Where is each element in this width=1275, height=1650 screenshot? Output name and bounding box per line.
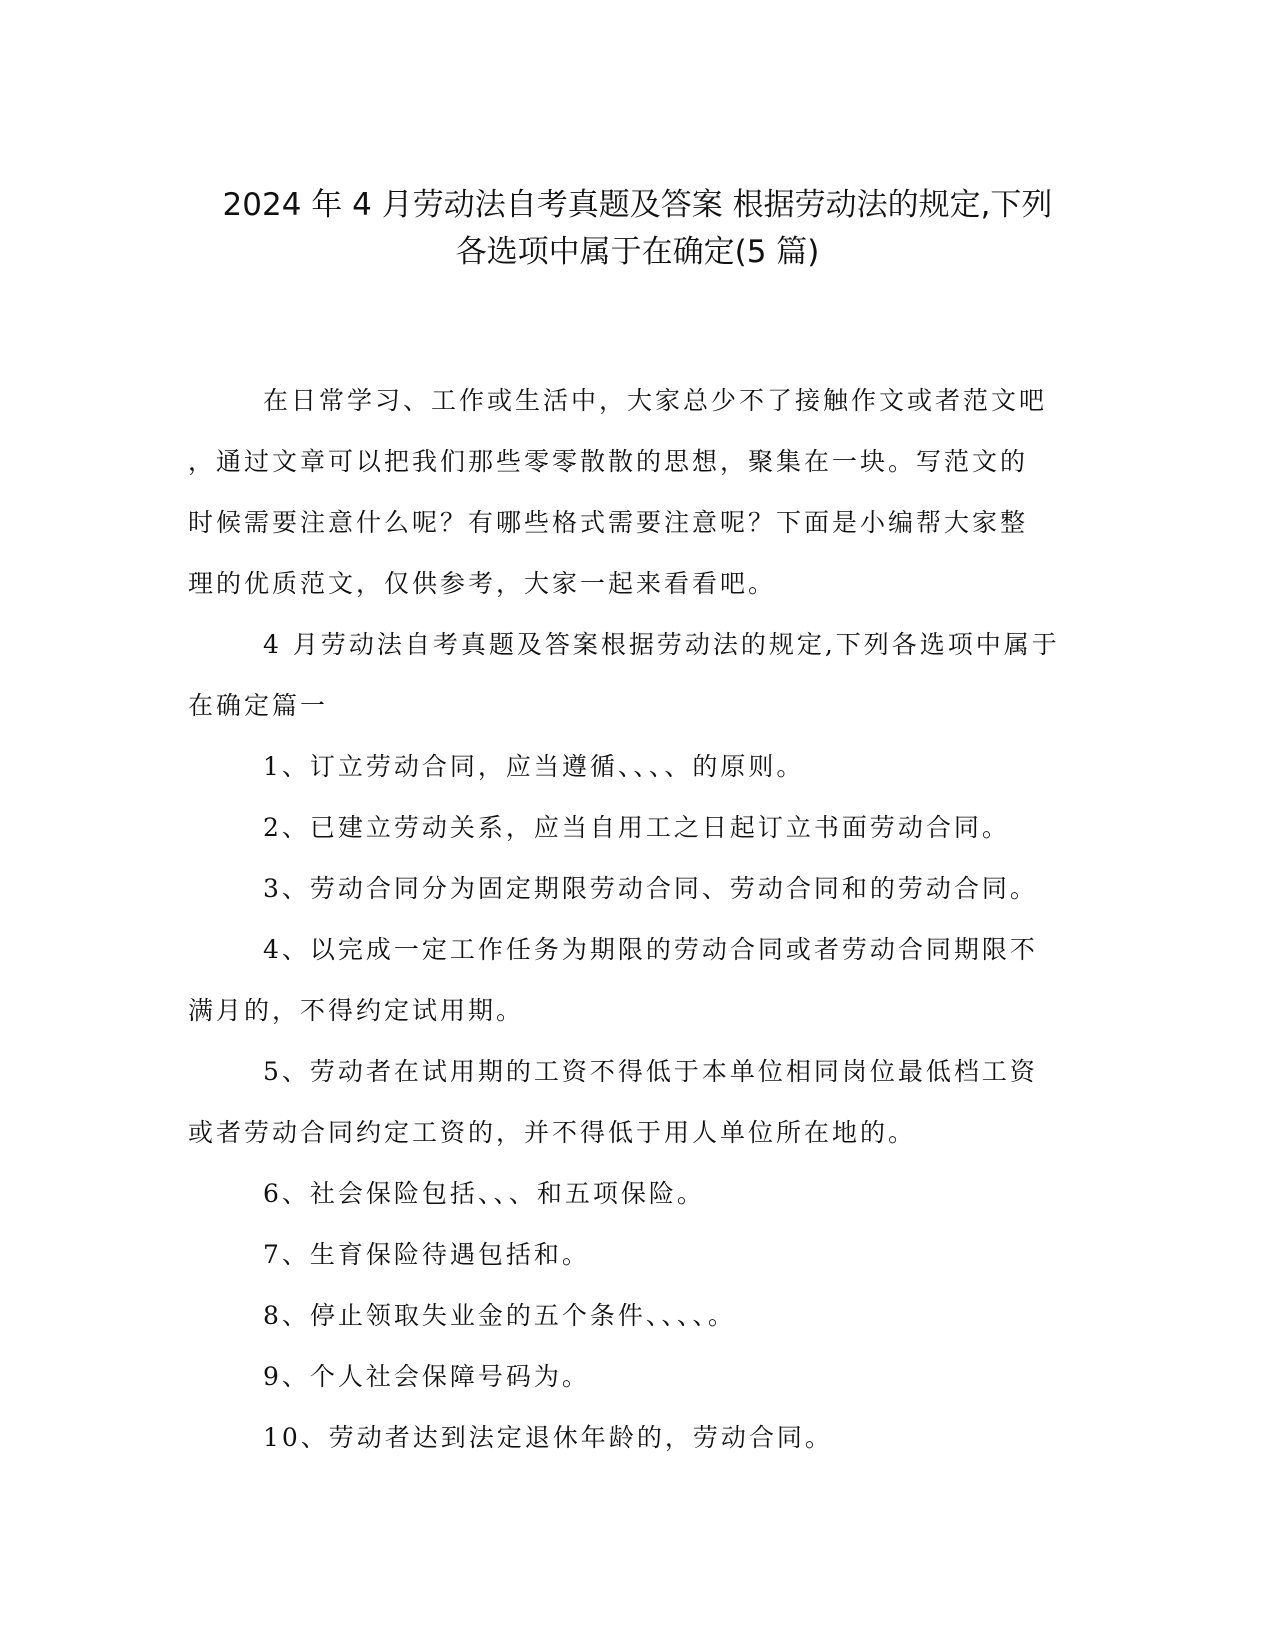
title-line-2: 各选项中属于在确定(5 篇) bbox=[455, 234, 820, 270]
list-item-4-line-2: 满月的，不得约定试用期。 bbox=[188, 996, 525, 1025]
section-heading-line-1: 4 月劳动法自考真题及答案根据劳动法的规定,下列各选项中属于 bbox=[263, 630, 1060, 659]
list-item-5-line-1: 5、劳动者在试用期的工资不得低于本单位相同岗位最低档工资 bbox=[263, 1057, 1038, 1086]
list-item-10: 10、劳动者达到法定退休年龄的，劳动合同。 bbox=[263, 1423, 833, 1452]
title-line-1: 2024 年 4 月劳动法自考真题及答案 根据劳动法的规定,下列 bbox=[222, 187, 1053, 223]
list-item-3: 3、劳动合同分为固定期限劳动合同、劳动合同和的劳动合同。 bbox=[263, 874, 1038, 903]
intro-line-2: ，通过文章可以把我们那些零零散散的思想，聚集在一块。写范文的 bbox=[188, 447, 1029, 476]
list-item-2: 2、已建立劳动关系，应当自用工之日起订立书面劳动合同。 bbox=[263, 813, 1010, 842]
document-body bbox=[188, 370, 1078, 1468]
list-item-8: 8、停止领取失业金的五个条件、、、、。 bbox=[263, 1301, 736, 1330]
list-item-5-line-2: 或者劳动合同约定工资的，并不得低于用人单位所在地的。 bbox=[188, 1118, 917, 1147]
intro-line-1: 在日常学习、工作或生活中，大家总少不了接触作文或者范文吧 bbox=[263, 386, 1048, 415]
intro-line-3: 时候需要注意什么呢？有哪些格式需要注意呢？下面是小编帮大家整 bbox=[188, 508, 1029, 537]
list-item-1: 1、订立劳动合同，应当遵循、、、、的原则。 bbox=[263, 752, 805, 781]
list-item-4-line-1: 4、以完成一定工作任务为期限的劳动合同或者劳动合同期限不 bbox=[263, 935, 1038, 964]
document-title bbox=[150, 182, 1125, 276]
intro-line-4: 理的优质范文，仅供参考，大家一起来看看吧。 bbox=[188, 569, 777, 598]
list-item-6: 6、社会保险包括、、、和五项保险。 bbox=[263, 1179, 705, 1208]
list-item-7: 7、生育保险待遇包括和。 bbox=[263, 1240, 590, 1269]
list-item-9: 9、个人社会保障号码为。 bbox=[263, 1362, 590, 1391]
section-heading-line-2: 在确定篇一 bbox=[188, 691, 329, 720]
